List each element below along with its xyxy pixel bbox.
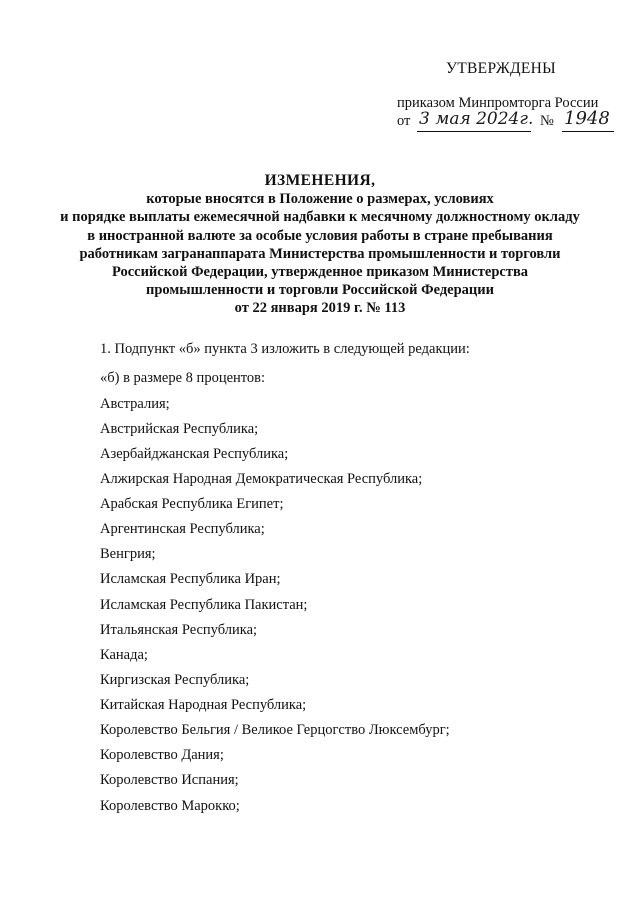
- from-label: от: [397, 113, 411, 129]
- heading-line: которые вносятся в Положение о размерах, условиях: [146, 191, 494, 208]
- country-item: Арабская Республика Египет;: [100, 496, 284, 512]
- country-item: Венгрия;: [100, 546, 156, 562]
- heading-line: от 22 января 2019 г. № 113: [234, 300, 406, 317]
- country-item: Исламская Республика Пакистан;: [100, 597, 308, 613]
- heading-title: ИЗМЕНЕНИЯ,: [264, 172, 376, 189]
- paragraph-1: 1. Подпункт «б» пункта 3 изложить в следующей редакции:: [100, 341, 470, 357]
- subpoint-b: «б) в размере 8 процентов:: [100, 370, 266, 386]
- number-label: №: [540, 113, 554, 129]
- country-item: Австралия;: [100, 396, 170, 412]
- country-item: Аргентинская Республика;: [100, 521, 265, 537]
- country-item: Королевство Марокко;: [100, 798, 240, 814]
- country-item: Королевство Бельгия / Великое Герцогство Люксембург;: [100, 722, 450, 738]
- country-item: Киргизская Республика;: [100, 672, 250, 688]
- approved-stamp-text: УТВЕРЖДЕНЫ: [446, 60, 556, 77]
- heading-line: в иностранной валюте за особые условия работы в стране пребывания: [87, 227, 553, 244]
- country-item: Итальянская Республика;: [100, 622, 258, 638]
- document-heading: [40, 172, 600, 318]
- heading-line: работникам загранаппарата Министерства промышленности и торговли: [79, 245, 561, 262]
- country-item: Королевство Дания;: [100, 747, 224, 763]
- heading-line: и порядке выплаты ежемесячной надбавки к месячному должностному окладу: [60, 209, 580, 226]
- handwritten-number: 1948: [564, 108, 610, 129]
- country-item: Исламская Республика Иран;: [100, 571, 281, 587]
- order-date-number-line: [397, 108, 617, 135]
- country-item: Азербайджанская Республика;: [100, 446, 289, 462]
- heading-line: Российской Федерации, утвержденное приказом Министерства: [111, 264, 529, 281]
- country-item: Канада;: [100, 647, 148, 663]
- handwritten-date: 3 мая 2024г.: [419, 109, 534, 129]
- order-by-text: приказом Минпромторга России: [397, 95, 599, 111]
- country-item: Королевство Испания;: [100, 772, 239, 788]
- heading-line: промышленности и торговли Российской Федерации: [146, 282, 494, 299]
- country-item: Китайская Народная Республика;: [100, 697, 307, 713]
- country-item: Алжирская Народная Демократическая Республика;: [100, 471, 423, 487]
- country-item: Австрийская Республика;: [100, 421, 259, 437]
